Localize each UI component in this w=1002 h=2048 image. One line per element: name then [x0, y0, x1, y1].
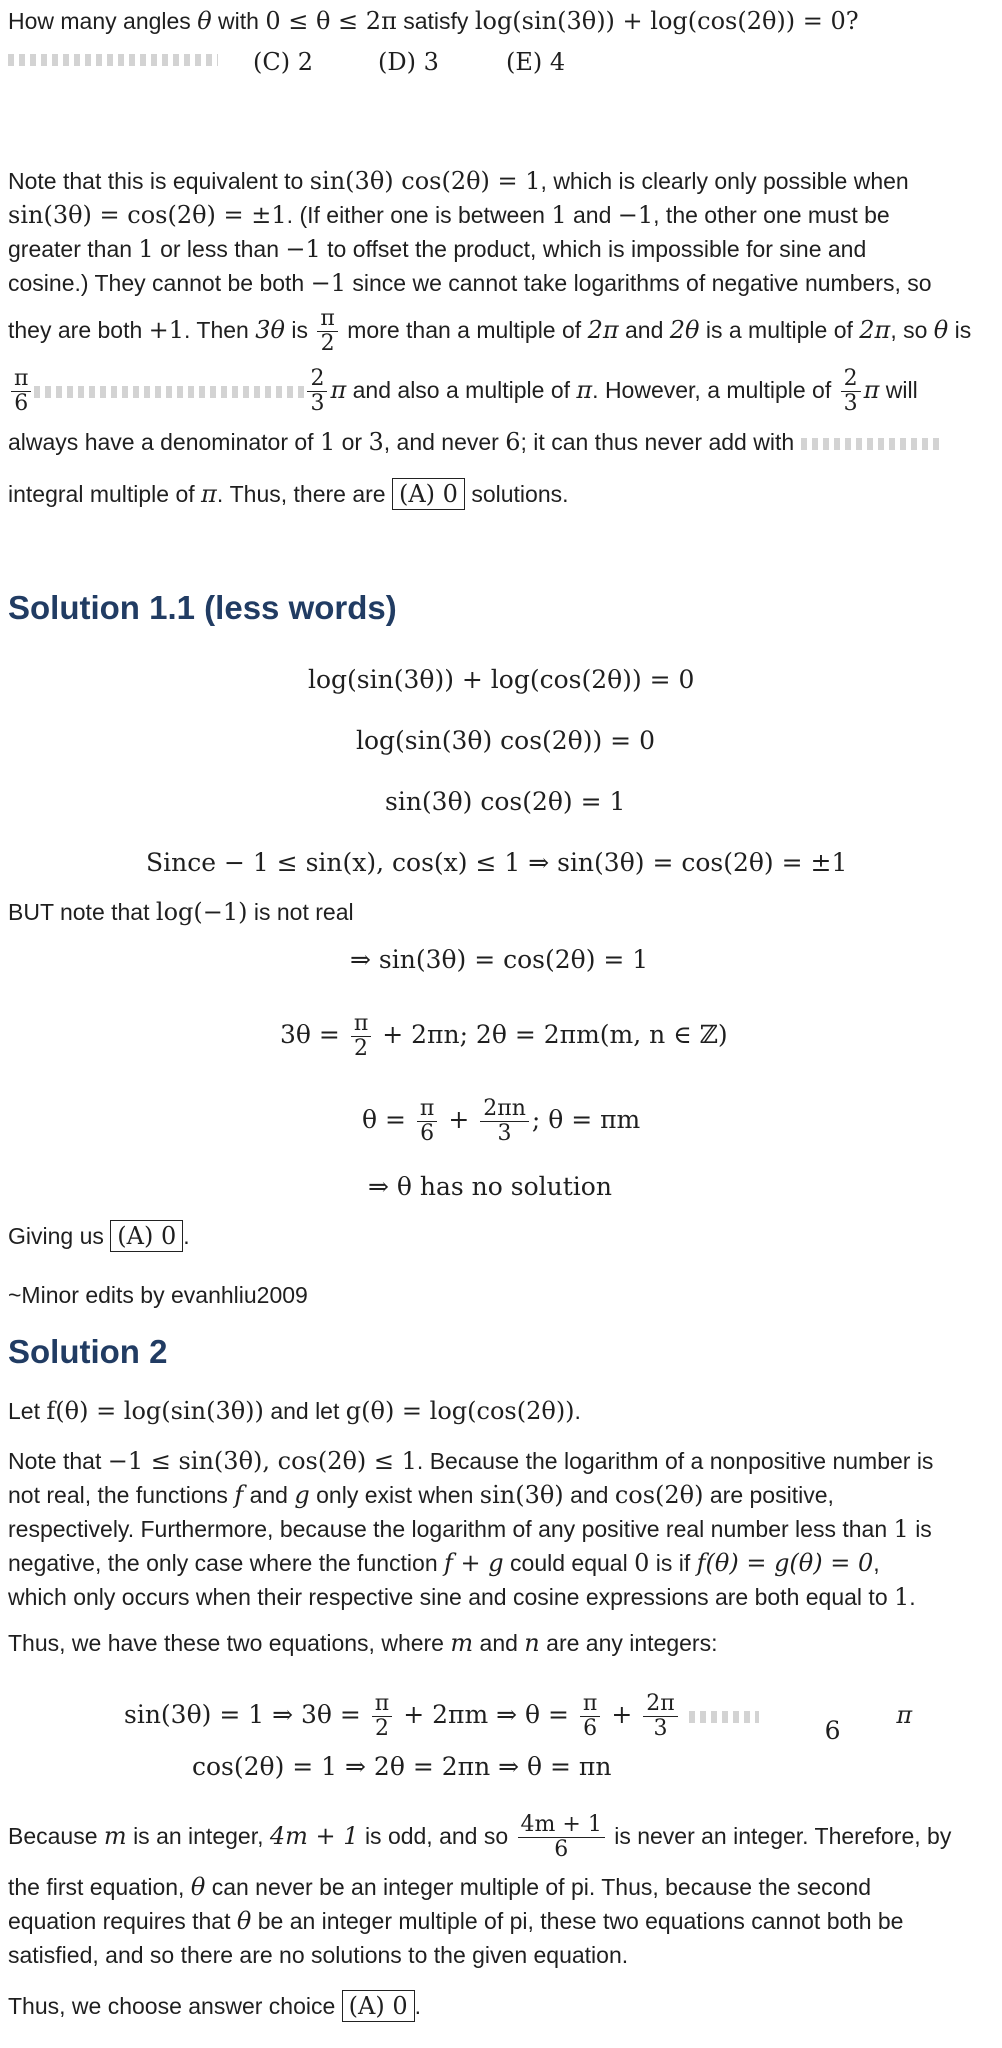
- display-equation: sin(3θ) cos(2θ) = 1: [385, 787, 626, 816]
- text: equation requires that: [8, 1908, 231, 1934]
- denominator: 3: [310, 391, 325, 417]
- math-range: 0 ≤ θ ≤ 2π: [265, 7, 397, 35]
- text: . Thus, there are: [216, 481, 386, 507]
- text: integral multiple of: [8, 481, 195, 507]
- text: Giving us: [8, 1223, 104, 1249]
- solution1-line: [8, 478, 569, 510]
- numerator: π: [417, 1097, 437, 1122]
- text: . (If either one is between: [286, 202, 545, 228]
- edit-credit: ~Minor edits by evanhliu2009: [8, 1282, 308, 1308]
- text: .: [574, 1398, 581, 1424]
- obscured-text: [34, 386, 304, 398]
- math: 1: [138, 235, 154, 263]
- denominator: 2: [354, 1036, 369, 1061]
- question-text: How many angles: [8, 8, 191, 34]
- numerator: π: [351, 1012, 371, 1037]
- text: since we cannot take logarithms of negative numbers, so: [352, 270, 932, 296]
- question-text: satisfy: [403, 8, 469, 34]
- text: BUT note that: [8, 899, 150, 925]
- obscured-choices: [8, 54, 218, 66]
- fraction: [11, 367, 31, 416]
- math: π: [576, 376, 593, 404]
- math: 1: [551, 201, 567, 229]
- math: sin(3θ) = 1 ⇒ 3θ =: [124, 1700, 361, 1729]
- math: + 2πm ⇒ θ =: [403, 1700, 569, 1729]
- math: 2θ: [669, 316, 700, 344]
- fraction: [480, 1097, 529, 1146]
- math: sin(3θ) cos(2θ) = 1: [309, 167, 541, 195]
- math: π: [896, 1701, 913, 1729]
- fraction: [580, 1692, 600, 1741]
- fraction: [417, 1097, 437, 1146]
- text: and let: [270, 1398, 340, 1424]
- obscured-text: [689, 1711, 759, 1723]
- math: −1 ≤ sin(3θ), cos(2θ) ≤ 1: [107, 1447, 417, 1475]
- text: only exist when: [316, 1482, 474, 1508]
- solution1-line: [8, 268, 932, 298]
- text: is if: [655, 1550, 691, 1576]
- display-equation: [362, 1090, 640, 1150]
- math-theta: θ: [197, 7, 212, 35]
- math: 4m + 1: [269, 1822, 359, 1850]
- fraction: [643, 1692, 677, 1741]
- math: π: [330, 376, 347, 404]
- math: 2π: [587, 316, 619, 344]
- math: m: [450, 1629, 474, 1657]
- fraction: [372, 1692, 392, 1741]
- text: . Because the logarithm of a nonpositive number is: [416, 1448, 934, 1474]
- math: g: [294, 1481, 310, 1509]
- denominator: 6: [583, 1716, 598, 1741]
- math: π: [863, 376, 880, 404]
- text: , and never: [383, 429, 499, 455]
- numerator: 2: [307, 367, 327, 392]
- math: −1: [617, 201, 654, 229]
- math: sin(3θ) = cos(2θ) = ±1: [8, 201, 287, 229]
- solution2-line: [8, 1906, 903, 1936]
- section-heading: Solution 1.1 (less words): [8, 589, 397, 626]
- math: θ: [933, 316, 949, 344]
- math: f(θ) = log(sin(3θ)): [46, 1397, 264, 1425]
- math: 1: [319, 428, 336, 456]
- numerator: π: [580, 1692, 600, 1717]
- denominator: 3: [497, 1121, 512, 1146]
- math: cos(2θ): [614, 1481, 704, 1509]
- math: 6: [505, 428, 521, 456]
- obscured-text: [801, 438, 941, 450]
- math: ; θ = πm: [531, 1105, 641, 1134]
- math: 3: [368, 428, 384, 456]
- math: θ: [236, 1907, 252, 1935]
- display-equation: ⇒ θ has no solution: [368, 1172, 612, 1201]
- math: m: [103, 1822, 127, 1850]
- text: and: [625, 317, 664, 343]
- math: 0: [634, 1549, 650, 1577]
- solution2-line: [8, 1446, 933, 1476]
- fraction: [841, 367, 861, 416]
- text: is a multiple of: [705, 317, 853, 343]
- display-equation: cos(2θ) = 1 ⇒ 2θ = 2πn ⇒ θ = πn: [192, 1752, 612, 1781]
- math: −1: [310, 269, 346, 297]
- math: n: [524, 1629, 540, 1657]
- text: Because: [8, 1823, 98, 1849]
- text: Note that: [8, 1448, 102, 1474]
- text: .: [909, 1584, 916, 1610]
- fraction: [317, 307, 337, 356]
- display-equation: log(sin(3θ)) + log(cos(2θ)) = 0: [308, 665, 695, 694]
- display-equation: [124, 1685, 912, 1745]
- text: ; it can thus never add with: [520, 429, 795, 455]
- math: 1: [894, 1583, 910, 1611]
- denominator: 3: [843, 391, 858, 417]
- solution1-line: [8, 234, 866, 264]
- numerator: 2: [841, 367, 861, 392]
- math: 3θ =: [280, 1020, 340, 1049]
- text: . Then: [184, 317, 249, 343]
- denominator: 3: [653, 1716, 668, 1741]
- fraction: [307, 367, 327, 416]
- text: are any integers:: [546, 1630, 718, 1656]
- display-equation: log(sin(3θ) cos(2θ)) = 0: [356, 726, 655, 755]
- denominator: 6: [554, 1837, 569, 1863]
- denominator: 2: [375, 1716, 390, 1741]
- solution2-line: [8, 1548, 880, 1578]
- text: .: [183, 1223, 190, 1249]
- text: respectively. Furthermore, because the logarithm of any positive real number less than: [8, 1516, 888, 1542]
- text: to offset the product, which is impossible for sine and: [327, 236, 867, 262]
- text: they are both: [8, 317, 143, 343]
- math: 3θ: [255, 316, 285, 344]
- text: and: [249, 1482, 288, 1508]
- note-line: [8, 897, 354, 927]
- text: is: [954, 317, 972, 343]
- text: Thus, we have these two equations, where: [8, 1630, 444, 1656]
- math: f: [234, 1481, 244, 1509]
- math: g(θ) = log(cos(2θ)): [345, 1397, 575, 1425]
- math: sin(3θ): [479, 1481, 564, 1509]
- text: Thus, we choose answer choice: [8, 1993, 336, 2019]
- text: can never be an integer multiple of pi. Thus, because the second: [211, 1874, 872, 1900]
- solution2-line: [8, 1808, 951, 1864]
- text: is odd, and so: [364, 1823, 509, 1849]
- text: , so: [890, 317, 928, 343]
- math-equation: log(sin(3θ)) + log(cos(2θ)) = 0?: [474, 7, 859, 35]
- display-equation: [280, 1005, 728, 1065]
- numerator: 4m + 1: [518, 1813, 605, 1838]
- math: f + g: [444, 1549, 504, 1577]
- problem-question: [8, 6, 859, 36]
- numerator: π: [317, 307, 337, 332]
- math: 2π: [859, 316, 891, 344]
- text: be an integer multiple of pi, these two equations cannot both be: [257, 1908, 904, 1934]
- text: is an integer,: [133, 1823, 264, 1849]
- solution2-line: [8, 1872, 871, 1902]
- text: will: [885, 377, 918, 403]
- giving-line: [8, 1220, 190, 1252]
- math: +: [448, 1105, 470, 1134]
- solution2-line: [8, 1628, 717, 1658]
- text: and: [479, 1630, 518, 1656]
- text: is never an integer. Therefore, by: [614, 1823, 952, 1849]
- fraction: [518, 1813, 605, 1862]
- math: +1: [148, 316, 185, 344]
- solution1-line: [8, 302, 971, 358]
- solution1-line: [8, 427, 941, 457]
- math: log(−1): [155, 898, 248, 926]
- section-heading: Solution 2: [8, 1333, 168, 1370]
- answer-box: (A) 0: [392, 478, 465, 510]
- display-equation: ⇒ sin(3θ) = cos(2θ) = 1: [350, 945, 649, 974]
- numerator: 2π: [643, 1692, 677, 1717]
- text: solutions.: [471, 481, 569, 507]
- text: cosine.) They cannot be both: [8, 270, 305, 296]
- math: −1: [285, 235, 321, 263]
- text: Note that this is equivalent to: [8, 168, 304, 194]
- solution1-line: [8, 166, 909, 196]
- fraction: [351, 1012, 371, 1061]
- display-equation: Since − 1 ≤ sin(x), cos(x) ≤ 1 ⇒ sin(3θ) = cos(2θ) = ±1: [146, 848, 848, 877]
- text: and: [570, 1482, 609, 1508]
- text: is not real: [253, 899, 354, 925]
- question-text: with: [218, 8, 259, 34]
- math: 6: [824, 1716, 841, 1745]
- text: or less than: [160, 236, 279, 262]
- text: are positive,: [709, 1482, 834, 1508]
- math: + 2πn; 2θ = 2πm(m, n ∈ ℤ): [382, 1020, 728, 1049]
- answer-box: (A) 0: [342, 1990, 415, 2022]
- choice-c: (C) 2: [253, 48, 313, 76]
- text: and: [573, 202, 612, 228]
- numerator: 2πn: [480, 1097, 529, 1122]
- choice-e: (E) 4: [506, 48, 566, 76]
- text: .: [414, 1993, 422, 2019]
- text: is: [915, 1516, 932, 1542]
- answer-box: (A) 0: [110, 1220, 183, 1252]
- final-line: [8, 1990, 421, 2022]
- text: more than a multiple of: [347, 317, 582, 343]
- denominator: 6: [14, 391, 29, 417]
- choice-d: (D) 3: [378, 48, 439, 76]
- math: 1: [893, 1515, 909, 1543]
- text: Let: [8, 1398, 40, 1424]
- text: . However, a multiple of: [592, 377, 832, 403]
- solution1-line: [8, 362, 918, 418]
- denominator: 6: [420, 1121, 435, 1146]
- text: or: [341, 429, 363, 455]
- solution1-line: [8, 200, 890, 230]
- solution2-line: [8, 1514, 932, 1544]
- numerator: π: [11, 367, 31, 392]
- text: not real, the functions: [8, 1482, 228, 1508]
- text: always have a denominator of: [8, 429, 314, 455]
- solution2-line: [8, 1480, 834, 1510]
- denominator: 2: [320, 331, 335, 357]
- math: f(θ) = g(θ) = 0: [696, 1549, 874, 1577]
- math: +: [611, 1700, 633, 1729]
- text: , the other one must be: [653, 202, 890, 228]
- math: π: [201, 480, 217, 508]
- solution2-line: [8, 1582, 916, 1612]
- text: , which is clearly only possible when: [540, 168, 909, 194]
- math: θ =: [362, 1105, 406, 1134]
- solution2-line: [8, 1396, 581, 1426]
- solution2-line: satisfied, and so there are no solutions to the given equation.: [8, 1942, 629, 1968]
- text: greater than: [8, 236, 133, 262]
- text: which only occurs when their respective sine and cosine expressions are both equal to: [8, 1584, 888, 1610]
- text: the first equation,: [8, 1874, 185, 1900]
- math: θ: [190, 1873, 206, 1901]
- text: negative, the only case where the function: [8, 1550, 438, 1576]
- text: ,: [873, 1550, 880, 1576]
- numerator: π: [372, 1692, 392, 1717]
- text: could equal: [510, 1550, 628, 1576]
- text: is: [291, 317, 308, 343]
- text: and also a multiple of: [352, 377, 570, 403]
